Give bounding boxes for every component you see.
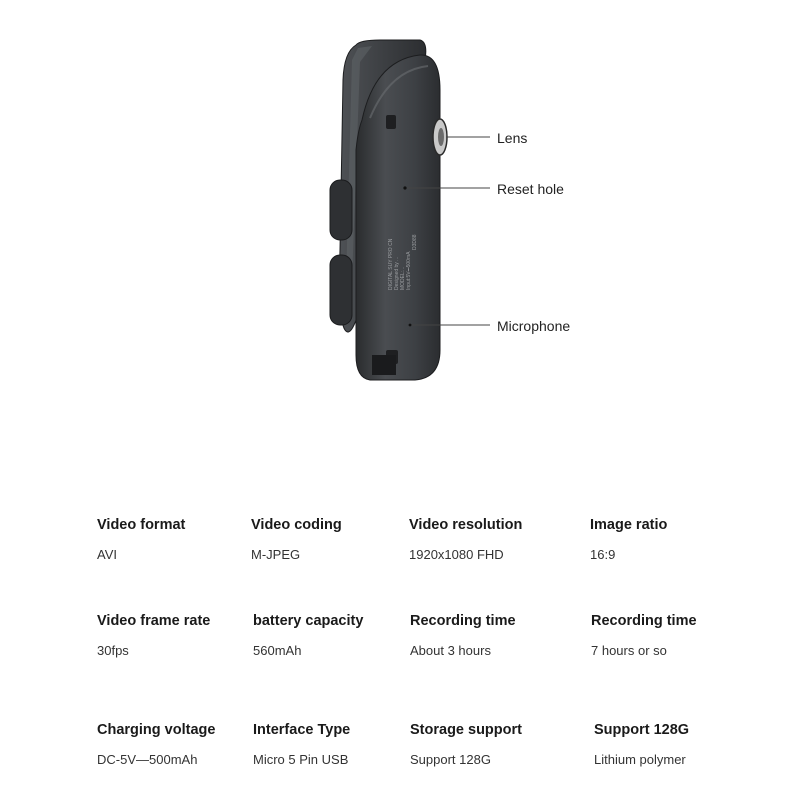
reset-hole-label: Reset hole <box>497 181 564 197</box>
spec-video-coding <box>251 517 342 562</box>
spec-charging-voltage <box>97 722 215 767</box>
spec-label: Image ratio <box>590 517 668 533</box>
spec-label: Video resolution <box>409 517 523 533</box>
spec-video-resolution <box>409 517 522 562</box>
spec-recording-time-2 <box>591 613 697 658</box>
spec-value: 560mAh <box>253 643 302 658</box>
spec-storage-support <box>410 722 522 767</box>
spec-label: Charging voltage <box>97 722 216 738</box>
spec-value: Micro 5 Pin USB <box>253 752 349 767</box>
spec-value: AVI <box>97 547 117 562</box>
spec-label: Video coding <box>251 517 342 533</box>
svg-text:Designed by ...: Designed by ... <box>394 256 400 290</box>
device-body <box>356 55 440 380</box>
spec-value: 30fps <box>97 643 129 658</box>
spec-label: Interface Type <box>253 722 351 738</box>
microphone-label: Microphone <box>497 318 571 334</box>
spec-value: Lithium polymer <box>594 752 686 767</box>
lens-label: Lens <box>497 130 528 146</box>
spec-recording-time <box>410 613 516 658</box>
spec-label: Video format <box>97 517 186 533</box>
spec-label: Support 128G <box>594 722 690 738</box>
spec-label: Video frame rate <box>97 613 211 629</box>
spec-value: 1920x1080 FHD <box>409 547 504 562</box>
spec-image-ratio <box>590 517 667 562</box>
spec-label: Recording time <box>591 613 697 629</box>
svg-text:DIGITAL SUY PRO CN: DIGITAL SUY PRO CN <box>388 238 394 290</box>
spec-label: Recording time <box>410 613 516 629</box>
spec-battery-type <box>594 722 689 767</box>
spec-battery-capacity <box>253 613 363 658</box>
spec-value: About 3 hours <box>410 643 491 658</box>
spec-value: M-JPEG <box>251 547 301 562</box>
spec-value: Support 128G <box>410 752 491 767</box>
reset-hole <box>403 186 406 189</box>
spec-label: battery capacity <box>253 613 364 629</box>
spec-video-format <box>97 517 185 562</box>
spec-value: 16:9 <box>590 547 616 562</box>
spec-value: 7 hours or so <box>591 643 667 658</box>
svg-text:Input:5V⎓500mA: Input:5V⎓500mA <box>406 251 412 290</box>
svg-text:MODEL:...: MODEL:... <box>400 266 406 290</box>
spec-value: DC-5V—500mAh <box>97 752 198 767</box>
spec-label: Storage support <box>410 722 522 738</box>
spec-interface-type <box>253 722 350 767</box>
spec-video-frame-rate <box>97 613 210 658</box>
svg-text:D3D88: D3D88 <box>412 234 418 250</box>
microphone-hole <box>409 324 412 327</box>
